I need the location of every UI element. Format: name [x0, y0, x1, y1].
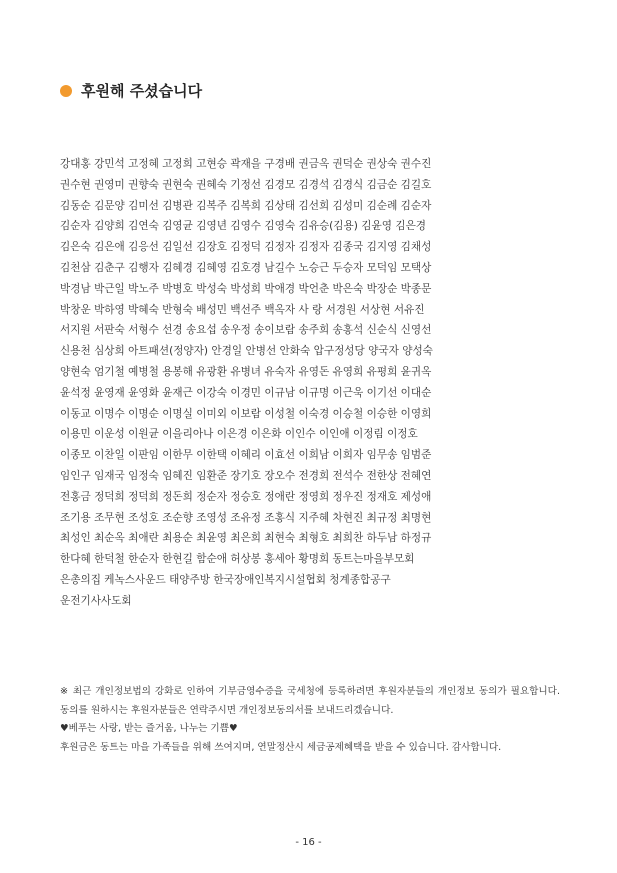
donor-line: 강대홍 강민석 고정혜 고정희 고현승 곽재을 구경배 권금옥 권덕순 권상숙 권수진	[60, 158, 432, 170]
donor-line: 임인구 임재국 임정숙 임혜진 임환준 장기호 장오수 전경희 전석수 전한상 전혜연	[60, 469, 432, 482]
orange-bullet-icon	[60, 85, 72, 97]
donor-line: 김은숙 김은애 김응선 김일선 김장호 김정덕 김정자 김정자 김종국 김지영 김채성	[60, 241, 432, 254]
page-number: - 16 -	[295, 837, 322, 848]
donor-line: 윤석정 윤영재 윤영화 윤재근 이강숙 이경민 이규남 이규명 이근욱 이기선 이대순	[60, 386, 432, 399]
donor-line: 서지원 서판숙 서형수 선경 송요섭 송우정 송이보람 송주희 송홍석 신순식 신영선	[60, 324, 432, 337]
notes-section	[60, 683, 560, 757]
donor-line: 박창운 박하영 박혜숙 반형숙 배성민 백선주 백옥자 사 랑 서경원 서상현 서유진	[60, 303, 425, 316]
donor-line: 조기용 조무현 조성호 조순향 조영성 조유정 조홍식 지주혜 차현진 최규정 최명현	[60, 511, 432, 524]
donor-line: 박경남 박근일 박노주 박병호 박성숙 박성희 박애경 박언춘 박은숙 박장순 박종문	[60, 282, 432, 295]
donor-line: 이동교 이명수 이명순 이명실 이미외 이보람 이성철 이숙경 이승철 이승한 이영희	[60, 407, 432, 420]
donor-line: 최성인 최순옥 최애란 최용순 최윤영 최은희 최현숙 최형호 최희찬 하두남 하정규	[60, 532, 432, 545]
donor-line: 김천삼 김춘구 김행자 김혜경 김혜영 김호경 남길수 노승근 두승자 모덕임 모택상	[60, 261, 432, 274]
donor-line: 김순자 김양희 김연숙 김영균 김영년 김영수 김영숙 김유승(김용) 김윤영 김은경	[60, 220, 427, 233]
donor-line: 이용민 이운성 이원균 이을리아나 이은경 이은화 이인수 이인애 이정림 이정호	[60, 428, 418, 441]
donor-line: 은총의집 케녹스사운드 태양주방 한국장애인복지시설협회 청계종합공구	[60, 573, 391, 586]
section-heading	[60, 80, 202, 101]
privacy-note: ※ 최근 개인정보법의 강화로 인하여 기부금영수증을 국세청에 등록하려면 후원자분들의 개인정보 동의가 필요합니다. 동의를 원하시는 후원자분들은 연락주시면 개인정보동의서를 보내드리겠습니다.	[60, 686, 560, 716]
donor-line: 운전기사사도회	[60, 594, 132, 607]
section-title: 후원해 주셨습니다	[81, 82, 203, 100]
donor-line: 이종모 이찬일 이판임 이한무 이한택 이혜리 이효선 이희남 이희자 임무송 임범준	[60, 449, 432, 462]
donor-line: 신용천 심상희 아트패션(정양자) 안경일 안병선 안화숙 압구정성당 양국자 양성숙	[60, 345, 433, 358]
donor-line: 전홍금 정덕희 정덕희 정돈희 정순자 정승호 정애란 정영희 정우진 정재호 제성애	[60, 490, 432, 503]
donor-line: 김동순 김문양 김미선 김병관 김복주 김복희 김상태 김선희 김성미 김순례 김순자	[60, 199, 432, 212]
donor-line: 한다혜 한덕철 한순자 한현길 함순애 허상봉 홍세아 황명희 동트는마을부모회	[60, 553, 415, 566]
motto-line: ♥베푸는 사랑, 받는 즐거움, 나누는 기쁨♥	[60, 723, 238, 734]
donor-line: 양현숙 엄기철 예병철 용봉해 유광환 유병녀 유숙자 유영돈 유영희 유평희 윤귀옥	[60, 365, 432, 378]
donor-line: 권수현 권영미 권향숙 권현숙 권혜숙 기정선 김경모 김경석 김경식 김금순 김길호	[60, 178, 432, 191]
donor-list	[60, 154, 560, 612]
usage-note: 후원금은 동트는 마을 가족들을 위해 쓰여지며, 연말정산시 세금공제혜택을 받을 수 있습니다. 감사합니다.	[60, 741, 502, 753]
